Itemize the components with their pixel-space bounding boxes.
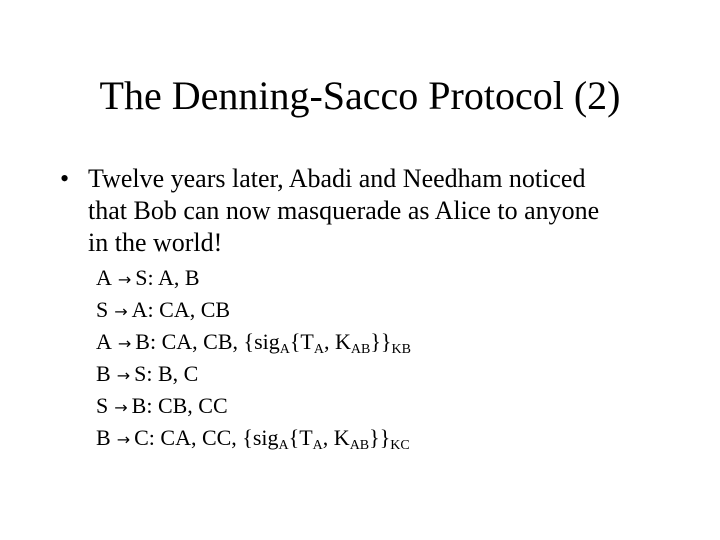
protocol-step-4 xyxy=(96,358,411,390)
arrow-icon: → xyxy=(117,334,132,353)
encryption-key-subscript: KC xyxy=(390,438,410,453)
step-receiver: S xyxy=(135,265,148,290)
timestamp-subscript: A xyxy=(312,438,323,453)
protocol-step-6 xyxy=(96,422,411,454)
step-sender: S xyxy=(96,297,109,322)
session-key-subscript: AB xyxy=(349,438,370,453)
protocol-step-3 xyxy=(96,326,411,358)
step-receiver: A xyxy=(131,297,148,322)
signer-subscript: A xyxy=(279,342,290,357)
arrow-icon: → xyxy=(114,398,128,417)
arrow-icon: → xyxy=(117,270,132,289)
step-message: : CB, CC xyxy=(146,393,228,418)
step-sender: A xyxy=(96,329,112,354)
step-message: : CA, CC, {sig xyxy=(148,425,279,450)
bullet-line: that Bob can now masquerade as Alice to anyone xyxy=(88,196,600,225)
timestamp-open: {T xyxy=(288,425,313,450)
protocol-step-5 xyxy=(96,390,411,422)
close-braces: }} xyxy=(370,329,392,354)
key-label: , K xyxy=(322,425,350,450)
slide-title: The Denning-Sacco Protocol (2) xyxy=(99,73,621,118)
bullet-text xyxy=(60,163,660,259)
session-key-subscript: AB xyxy=(350,342,371,357)
step-sender: B xyxy=(96,425,111,450)
bullet-marker: • xyxy=(60,164,70,193)
arrow-icon: → xyxy=(114,302,128,321)
step-message: : CA, CB, {sig xyxy=(149,329,280,354)
step-receiver: B xyxy=(131,393,147,418)
protocol-steps xyxy=(96,262,411,454)
bullet-line: Twelve years later, Abadi and Needham noticed xyxy=(88,164,586,193)
step-sender: A xyxy=(96,265,112,290)
protocol-step-1 xyxy=(96,262,411,294)
timestamp-subscript: A xyxy=(313,342,324,357)
close-braces: }} xyxy=(369,425,391,450)
bullet-line: in the world! xyxy=(88,228,223,257)
bullet-point xyxy=(60,163,660,259)
step-message: : B, C xyxy=(146,361,199,386)
encryption-key-subscript: KB xyxy=(391,342,411,357)
step-sender: B xyxy=(96,361,111,386)
protocol-step-2 xyxy=(96,294,411,326)
step-receiver: S xyxy=(134,361,147,386)
step-receiver: B xyxy=(135,329,150,354)
arrow-icon: → xyxy=(116,366,131,385)
arrow-icon: → xyxy=(116,430,131,449)
step-receiver: C xyxy=(134,425,149,450)
step-message: : CA, CB xyxy=(147,297,231,322)
key-label: , K xyxy=(324,329,351,354)
step-message: : A, B xyxy=(147,265,200,290)
timestamp-open: {T xyxy=(289,329,314,354)
step-sender: S xyxy=(96,393,109,418)
signer-subscript: A xyxy=(278,438,289,453)
